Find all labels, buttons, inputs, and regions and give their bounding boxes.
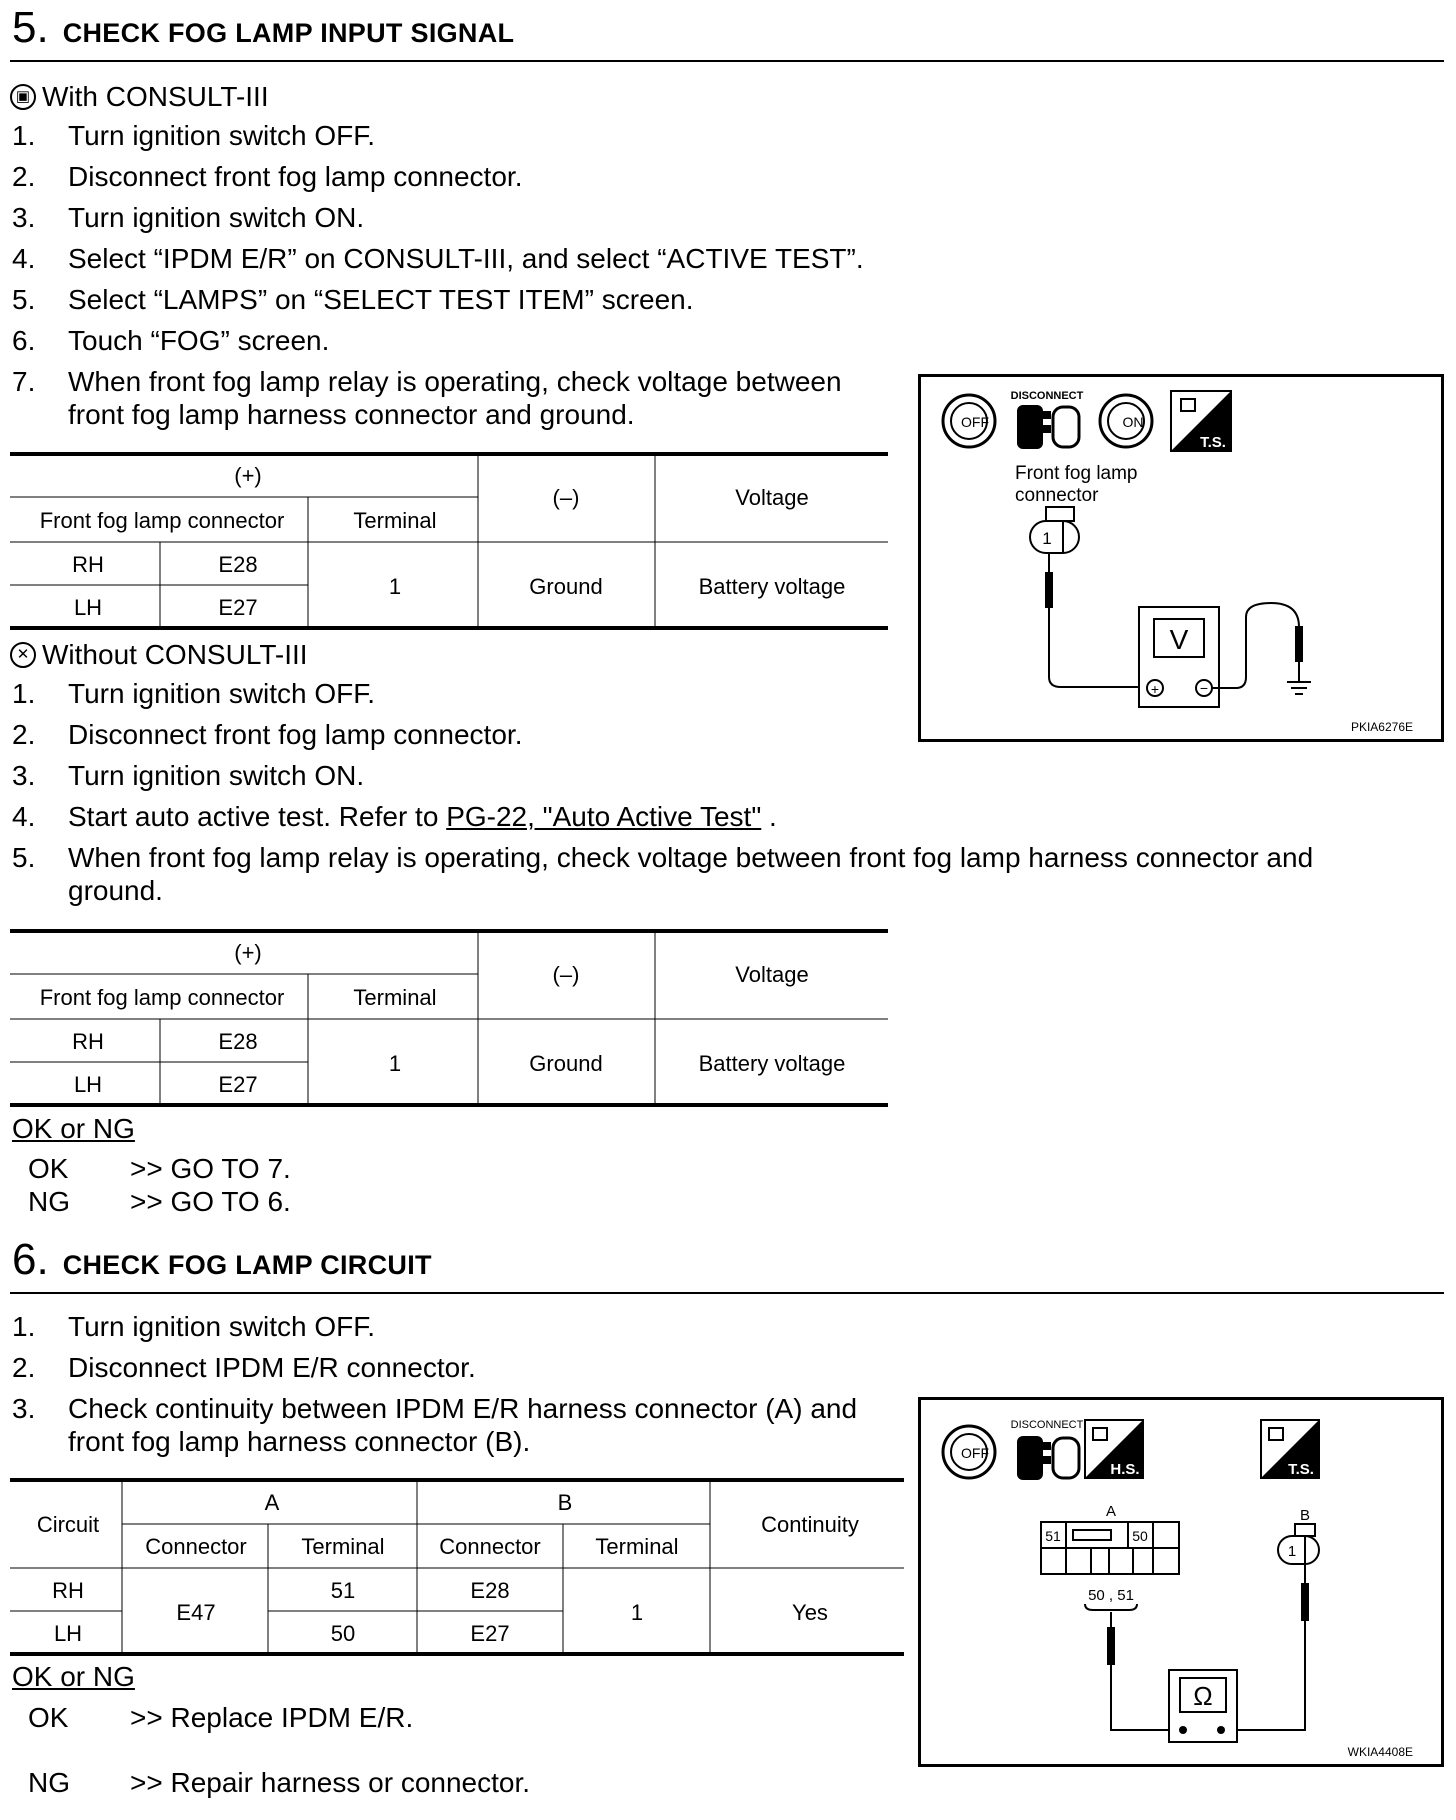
- plus-header: (+): [234, 463, 262, 488]
- a-connector-cell: E47: [176, 1600, 216, 1625]
- connector-label: connector: [1015, 485, 1099, 506]
- svg-text:OFF: OFF: [961, 1445, 989, 1461]
- list-item: 1. Turn ignition switch OFF.: [12, 120, 376, 151]
- step-title: CHECK FOG LAMP CIRCUIT: [62, 1250, 432, 1280]
- svg-text:ON: ON: [1122, 414, 1144, 430]
- ok-or-ng-label: OK or NG: [12, 1113, 135, 1144]
- list-item: 4. Select “IPDM E/R” on CONSULT-III, and select “ACTIVE TEST”.: [12, 243, 864, 274]
- list-item: 7. When front fog lamp relay is operating, check voltage between: [12, 366, 842, 397]
- section-6-header: [12, 1235, 432, 1284]
- ts-icon: [1261, 1420, 1319, 1478]
- ignition-on-icon: [1100, 395, 1152, 447]
- continuity-cell: Yes: [792, 1600, 828, 1625]
- result-ok: OK >> GO TO 7.: [28, 1153, 291, 1184]
- fog-lamp-connector: [1030, 507, 1079, 553]
- pin-50: 50: [1132, 1528, 1148, 1544]
- b-header: B: [557, 1490, 573, 1515]
- voltage-header: Voltage: [735, 962, 809, 987]
- terminal-cell: 1: [388, 1051, 402, 1076]
- list-item: 5. When front fog lamp relay is operating, check voltage between front fog lamp harness connector and: [12, 842, 1314, 873]
- a-terminal-cell: 50: [330, 1621, 356, 1646]
- connector-a-label: A: [1105, 1503, 1117, 1520]
- result-ok: OK >> Replace IPDM E/R.: [28, 1702, 414, 1733]
- with-consult-label: ▣ With CONSULT-III: [10, 80, 269, 114]
- connector-cell: E28: [218, 1029, 258, 1054]
- circuit-header: Circuit: [36, 1512, 100, 1537]
- connector-pin: 1: [1042, 529, 1052, 548]
- connector-b-label: B: [1299, 1507, 1311, 1524]
- svg-text:T.S.: T.S.: [1288, 1461, 1314, 1478]
- continuity-check-diagram: [921, 1400, 1441, 1764]
- ignition-off-icon: [943, 395, 995, 447]
- step-number: 6.: [12, 1235, 49, 1284]
- connector-header: Front fog lamp connector: [39, 985, 285, 1010]
- svg-text:OFF: OFF: [961, 414, 989, 430]
- ts-icon: [1171, 391, 1231, 451]
- side-cell: RH: [72, 1029, 104, 1054]
- a-header: A: [264, 1490, 280, 1515]
- continuity-check-figure: [918, 1397, 1444, 1767]
- connector-cell: E28: [218, 552, 258, 577]
- svg-text:−: −: [1199, 680, 1209, 696]
- disconnect-icon: [1011, 1419, 1084, 1480]
- b-terminal-header: Terminal: [595, 1534, 679, 1559]
- probe-pins-label: 50 , 51: [1088, 1587, 1134, 1604]
- list-item: 2. Disconnect front fog lamp connector.: [12, 161, 523, 192]
- svg-text:H.S.: H.S.: [1110, 1461, 1140, 1478]
- svg-text:V: V: [1169, 624, 1189, 655]
- terminal-header: Terminal: [353, 508, 437, 533]
- header-rule: [10, 60, 1444, 62]
- a-terminal-cell: 51: [330, 1578, 356, 1603]
- voltage-header: Voltage: [735, 485, 809, 510]
- connector-label: Front fog lamp: [1015, 463, 1138, 484]
- b-connector-cell: E28: [470, 1578, 510, 1603]
- a-terminal-header: Terminal: [301, 1534, 385, 1559]
- list-item: 1. Turn ignition switch OFF.: [12, 1311, 376, 1342]
- svg-text:Ω: Ω: [1193, 1681, 1213, 1711]
- pin-51: 51: [1045, 1528, 1061, 1544]
- side-cell: LH: [73, 595, 103, 620]
- ok-or-ng-label: OK or NG: [12, 1661, 135, 1692]
- list-item-cont: front fog lamp harness connector (B).: [68, 1426, 531, 1457]
- b-connector-header: Connector: [439, 1534, 541, 1559]
- terminal-cell: 1: [388, 574, 402, 599]
- connector-cell: E27: [218, 1072, 258, 1097]
- voltage-check-diagram: [921, 377, 1441, 739]
- terminal-header: Terminal: [353, 985, 437, 1010]
- list-item: 2. Disconnect IPDM E/R connector.: [12, 1352, 476, 1383]
- ground-cell: Ground: [529, 1051, 603, 1076]
- brace: [1085, 1604, 1137, 1610]
- plus-header: (+): [234, 940, 262, 965]
- ipdm-connector-a: [1041, 1522, 1179, 1574]
- a-connector-header: Connector: [145, 1534, 247, 1559]
- list-item: 2. Disconnect front fog lamp connector.: [12, 719, 523, 750]
- result-ng: NG >> Repair harness or connector.: [28, 1767, 531, 1798]
- ohmmeter: [1169, 1670, 1237, 1742]
- side-cell: LH: [73, 1072, 103, 1097]
- voltmeter: [1139, 607, 1219, 707]
- side-cell: RH: [72, 552, 104, 577]
- b-terminal-cell: 1: [630, 1600, 644, 1625]
- list-item: 5. Select “LAMPS” on “SELECT TEST ITEM” screen.: [12, 284, 694, 315]
- connector-pin: 1: [1287, 1543, 1297, 1560]
- result-ng: NG >> GO TO 6.: [28, 1186, 291, 1217]
- voltage-table-2: [10, 929, 890, 1109]
- without-consult-label: ✕ Without CONSULT-III: [10, 638, 308, 672]
- minus-header: (–): [552, 962, 580, 987]
- continuity-header: Continuity: [761, 1512, 859, 1537]
- voltage-check-figure: [918, 374, 1444, 742]
- disconnect-icon: [1011, 390, 1084, 449]
- step-title: CHECK FOG LAMP INPUT SIGNAL: [62, 18, 515, 48]
- side-cell: RH: [52, 1578, 84, 1603]
- figure-code: WKIA4408E: [1347, 1745, 1413, 1759]
- list-item-cont: ground.: [68, 875, 163, 906]
- connector-cell: E27: [218, 595, 258, 620]
- ground-lead: [1212, 603, 1311, 694]
- svg-text:T.S.: T.S.: [1200, 434, 1226, 451]
- no-consult-icon: ✕: [10, 642, 36, 668]
- step-number: 5.: [12, 3, 49, 52]
- voltage-cell: Battery voltage: [698, 1051, 846, 1076]
- connector-header: Front fog lamp connector: [39, 508, 285, 533]
- list-item: 3. Turn ignition switch ON.: [12, 202, 365, 233]
- section-5-header: [12, 3, 515, 52]
- voltage-table-1: [10, 452, 890, 632]
- figure-code: PKIA6276E: [1350, 720, 1413, 734]
- list-item: 1. Turn ignition switch OFF.: [12, 678, 376, 709]
- list-item: 6. Touch “FOG” screen.: [12, 325, 330, 356]
- consult-icon: ▣: [10, 84, 36, 110]
- voltage-cell: Battery voltage: [698, 574, 846, 599]
- hs-icon: [1085, 1420, 1143, 1478]
- fog-lamp-connector-b: [1278, 1524, 1319, 1564]
- svg-text:DISCONNECT: DISCONNECT: [1010, 1419, 1084, 1431]
- minus-header: (–): [552, 485, 580, 510]
- auto-active-test-link[interactable]: PG-22, "Auto Active Test": [446, 801, 762, 832]
- probe-lead: [1046, 553, 1143, 687]
- ground-cell: Ground: [529, 574, 603, 599]
- b-connector-cell: E27: [470, 1621, 510, 1646]
- side-cell: LH: [53, 1621, 83, 1646]
- list-item-cont: front fog lamp harness connector and ground.: [68, 399, 635, 430]
- list-item: 4. Start auto active test. Refer to PG-22, "Auto Active Test" .: [12, 801, 777, 832]
- list-item: 3. Check continuity between IPDM E/R harness connector (A) and: [12, 1393, 858, 1424]
- svg-text:+: +: [1150, 681, 1160, 697]
- header-rule: [10, 1292, 1444, 1294]
- ignition-off-icon: [943, 1426, 995, 1478]
- list-item: 3. Turn ignition switch ON.: [12, 760, 365, 791]
- svg-text:DISCONNECT: DISCONNECT: [1010, 390, 1084, 402]
- continuity-table: [10, 1478, 906, 1658]
